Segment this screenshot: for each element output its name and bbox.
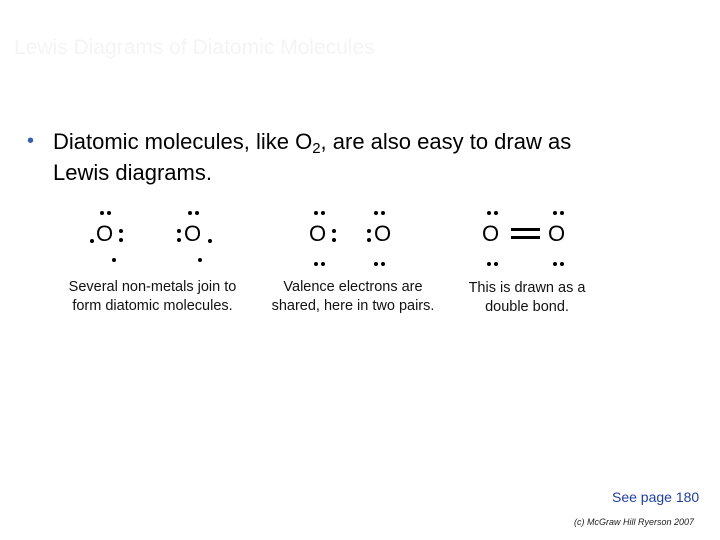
electron-dot	[494, 211, 498, 215]
see-page-reference: See page 180	[612, 489, 700, 505]
oxygen-atom-right: O	[184, 221, 202, 246]
electron-dot	[332, 229, 336, 233]
oxygen-atom-left: O	[482, 221, 500, 246]
electron-dot	[112, 258, 116, 262]
electron-dot	[208, 239, 212, 243]
electron-dot	[374, 211, 378, 215]
caption-double-bond: This is drawn as a double bond.	[468, 280, 586, 315]
electron-dot	[198, 258, 202, 262]
bullet-line1-post: , are also easy to draw as	[320, 129, 572, 154]
electron-dot	[374, 262, 378, 266]
electron-dot	[107, 211, 111, 215]
electron-dot	[560, 262, 564, 266]
bullet-line1-pre: Diatomic molecules, like O	[53, 129, 313, 154]
electron-dot	[367, 238, 371, 242]
electron-dot	[195, 211, 199, 215]
oxygen-atom-left: O	[309, 221, 327, 246]
electron-dot	[494, 262, 498, 266]
electron-dot	[321, 262, 325, 266]
caption-separate: Several non-metals join to form diatomic molecules.	[68, 279, 237, 314]
electron-dot	[560, 211, 564, 215]
electron-dot	[177, 229, 181, 233]
copyright-notice: (c) McGraw Hill Ryerson 2007	[574, 517, 695, 527]
oxygen-atom-right: O	[548, 221, 566, 246]
oxygen-atom-right: O	[374, 221, 392, 246]
bullet-line2: Lewis diagrams.	[53, 160, 212, 185]
electron-dot	[553, 262, 557, 266]
electron-dot	[487, 262, 491, 266]
electron-dot	[119, 229, 123, 233]
electron-dot	[314, 211, 318, 215]
electron-dot	[367, 229, 371, 233]
electron-dot	[381, 211, 385, 215]
electron-dot	[381, 262, 385, 266]
bullet-marker: •	[27, 130, 35, 152]
electron-dot	[119, 238, 123, 242]
electron-dot	[487, 211, 491, 215]
electron-dot	[314, 262, 318, 266]
electron-dot	[321, 211, 325, 215]
electron-dot	[90, 239, 94, 243]
electron-dot	[188, 211, 192, 215]
electron-dot	[332, 238, 336, 242]
bond-line-bottom	[511, 236, 540, 239]
bullet-text	[53, 126, 571, 188]
oxygen-atom-left: O	[96, 221, 114, 246]
caption-shared: Valence electrons are shared, here in two pairs.	[271, 279, 435, 314]
bond-line-top	[511, 228, 540, 231]
slide-title: Lewis Diagrams of Diatomic Molecules	[14, 36, 375, 59]
electron-dot	[177, 238, 181, 242]
electron-dot	[553, 211, 557, 215]
bullet-subscript: 2	[312, 140, 321, 157]
electron-dot	[100, 211, 104, 215]
